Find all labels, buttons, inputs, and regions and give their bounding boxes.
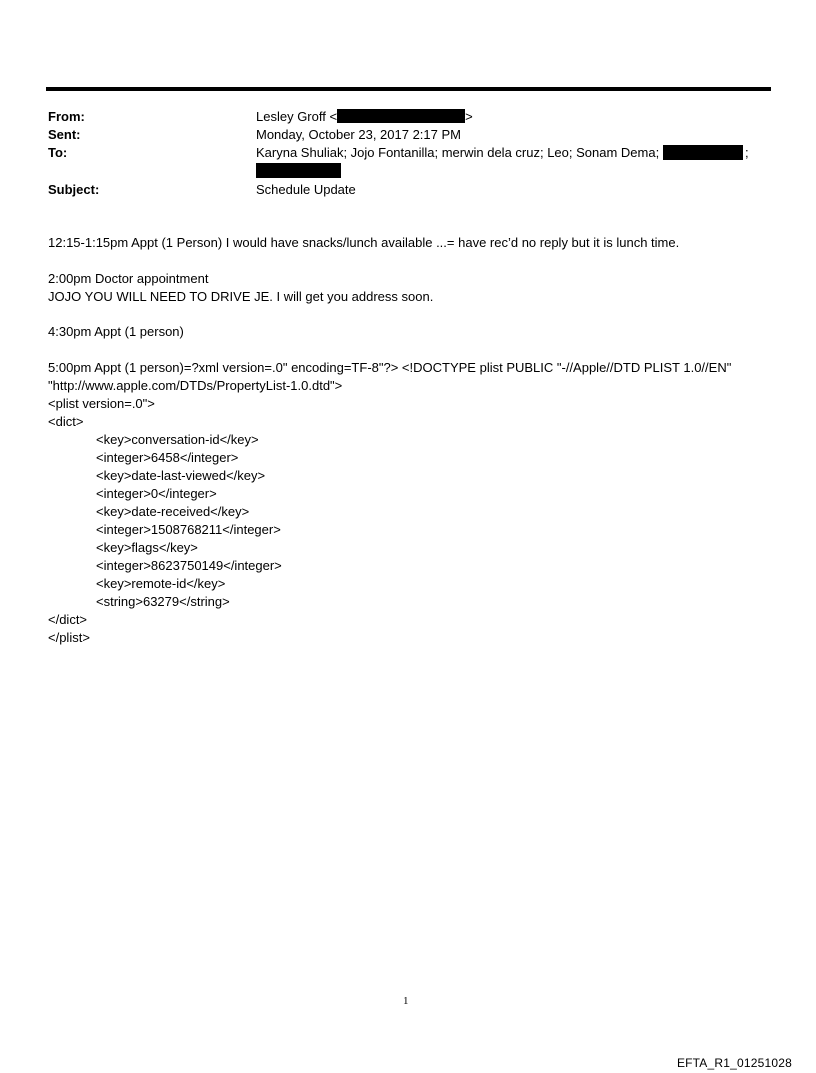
header-rule bbox=[46, 87, 771, 91]
xml-line: </plist> bbox=[48, 630, 90, 645]
from-label: From: bbox=[48, 109, 85, 124]
xml-line: <integer>0</integer> bbox=[96, 486, 217, 501]
xml-line: </dict> bbox=[48, 612, 88, 627]
to-trailing-separator: ; bbox=[745, 145, 749, 160]
body-line-dtd-url: "http://www.apple.com/DTDs/PropertyList-1.0.dtd"> bbox=[48, 378, 343, 393]
body-line-appt-2: 4:30pm Appt (1 person) bbox=[48, 324, 184, 339]
xml-line: <key>date-last-viewed</key> bbox=[96, 468, 266, 483]
xml-line: <plist version=.0"> bbox=[48, 396, 155, 411]
to-value bbox=[256, 144, 659, 161]
body-line-appt-1: 12:15-1:15pm Appt (1 Person) I would have snacks/lunch available ...= have rec’d no reply but it is lunch time. bbox=[48, 235, 680, 250]
subject-label: Subject: bbox=[48, 182, 100, 197]
body-line-appt-3: 5:00pm Appt (1 person)=?xml version=.0" encoding=TF-8"?> <!DOCTYPE plist PUBLIC "-//Apple//DTD PLIST 1.0//EN" bbox=[48, 360, 732, 375]
xml-line: <dict> bbox=[48, 414, 84, 429]
xml-line: <integer>8623750149</integer> bbox=[96, 558, 282, 573]
body-line-doctor: 2:00pm Doctor appointment bbox=[48, 271, 209, 286]
to-label: To: bbox=[48, 145, 68, 160]
xml-line: <key>flags</key> bbox=[96, 540, 198, 555]
redaction-bar bbox=[337, 109, 465, 123]
from-value bbox=[256, 108, 473, 125]
bates-number: EFTA_R1_01251028 bbox=[676, 1056, 792, 1070]
from-name: Lesley Groff < bbox=[256, 109, 338, 124]
redaction-bar bbox=[256, 163, 341, 178]
subject-value: Schedule Update bbox=[256, 182, 356, 197]
xml-line: <integer>6458</integer> bbox=[96, 450, 239, 465]
from-close: > bbox=[465, 109, 473, 124]
sent-value: Monday, October 23, 2017 2:17 PM bbox=[256, 127, 461, 142]
xml-line: <integer>1508768211</integer> bbox=[96, 522, 281, 537]
xml-line: <key>conversation-id</key> bbox=[96, 432, 259, 447]
xml-line: <key>date-received</key> bbox=[96, 504, 250, 519]
page-number: 1 bbox=[403, 995, 409, 1007]
to-recipients: Karyna Shuliak; Jojo Fontanilla; merwin dela cruz; Leo; Sonam Dema; bbox=[256, 145, 660, 160]
body-line-drive-note: JOJO YOU WILL NEED TO DRIVE JE. I will get you address soon. bbox=[48, 289, 434, 304]
sent-label: Sent: bbox=[48, 127, 81, 142]
xml-line: <string>63279</string> bbox=[96, 594, 230, 609]
redaction-bar bbox=[663, 145, 743, 160]
xml-line: <key>remote-id</key> bbox=[96, 576, 226, 591]
